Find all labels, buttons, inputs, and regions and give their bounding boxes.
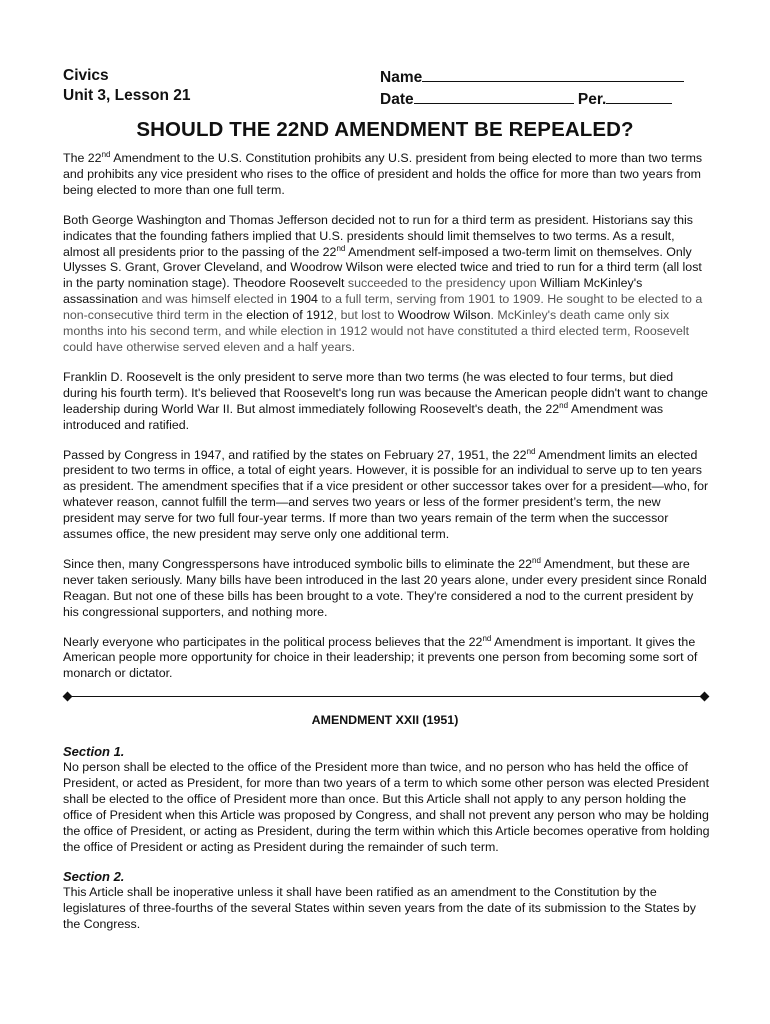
name-blank[interactable] <box>422 66 684 82</box>
divider-line <box>68 696 704 697</box>
diamond-right-icon <box>700 692 710 702</box>
section-1-text: No person shall be elected to the office of the President more than twice, and no person who has held the office of President, or acted as President, for more than two years of a term to which some other person was elected President shall be elected to the office of President more than once. But this Article shall not apply to any person holding the office of President when this Article was proposed by Congress, and shall not prevent any person who may be holding the office of President, or acting as President, during the term within which this Article becomes operative from holding the office of President or acting as President during the remainder of such term. <box>63 760 710 854</box>
page-title: SHOULD THE 22ND AMENDMENT BE REPEALED? <box>136 118 634 141</box>
paragraph-5: Since then, many Congresspersons have introduced symbolic bills to eliminate the 22nd Amendment, but these are never taken seriously. Many bills have been introduced in the last 20 years alone, under every president since Ronald Reagan. But not one of these bills has been brought to a vote. They're considered a nod to the current president by his congressional supporters, and nothing more. <box>63 555 707 619</box>
section-divider <box>63 692 709 702</box>
article-body <box>63 151 711 696</box>
section-2-text: This Article shall be inoperative unless it shall have been ratified as an amendment to the Constitution by the legislatures of three-fourths of the several States within seven years from the date of its submission to the States by the Congress. <box>63 885 696 932</box>
course-info <box>63 66 190 106</box>
period-blank[interactable] <box>606 88 672 104</box>
student-fields <box>380 66 700 110</box>
amendment-title: AMENDMENT XXII (1951) <box>311 713 459 727</box>
name-label: Name <box>380 69 423 86</box>
diamond-left-icon <box>63 692 73 702</box>
paragraph-4: Passed by Congress in 1947, and ratified by the states on February 27, 1951, the 22nd Amendment limits an elected president to two terms in office, a total of eight years. However, it is possible for an individual to serve up to ten years as president. The amendment specifies that if a vice president or other successor takes over for a president—who, for whatever reason, cannot fulfill the term—and serves two years or less of the former president’s term, the new president may serve for two full four-year terms. If more than two years remain of the term when the successor assumes office, the new president may serve only one additional term. <box>63 446 709 542</box>
date-label: Date <box>380 91 414 108</box>
course-label: Civics <box>63 67 109 84</box>
amendment-text <box>63 744 711 947</box>
paragraph-2: Both George Washington and Thomas Jefferson decided not to run for a third term as president. Historians say this indicates that the founding fathers implied that U.S. presidents should limit themselves to two terms. As a result, almost all presidents prior to the passing of the 22nd Amendment self-imposed a two-term limit on themselves. Only Ulysses S. Grant, Grover Cleveland, and Woodrow Wilson were elected twice and tried to run for a third term (all lost in the party nomination stage). Theodore Roosevelt succeeded to the presidency upon William McKinley's assassination and was himself elected in 1904 to a full term, serving from 1901 to 1909. He sought to be elected to a non-consecutive third term in the election of 1912, but lost to Woodrow Wilson. McKinley's death came only six months into his second term, and while election in 1912 would not have constituted a third elected term, Roosevelt could have otherwise served eleven and a half years. <box>63 212 703 354</box>
name-field[interactable] <box>380 66 700 88</box>
paragraph-1: The 22nd Amendment to the U.S. Constitution prohibits any U.S. president from being elected to more than two terms and prohibits any vice president who rises to the office of president and holds the office for more than two years from being elected to more than one full term. <box>63 149 703 197</box>
paragraph-3: Franklin D. Roosevelt is the only president to serve more than two terms (he was elected to four terms, but died during his fourth term). It's believed that Roosevelt's long run was because the American people didn't want to change leadership during World War II. But almost immediately following Roosevelt's death, the 22nd Amendment was introduced and ratified. <box>63 369 708 432</box>
lesson-label: Unit 3, Lesson 21 <box>63 87 191 104</box>
date-period-field <box>380 88 700 110</box>
section-2-heading: Section 2. <box>63 869 125 885</box>
section-1-heading: Section 1. <box>63 744 125 759</box>
paragraph-6: Nearly everyone who participates in the political process believes that the 22nd Amendment is important. It gives the American people more opportunity for choice in their leadership; it prevents one person from becoming some sort of monarch or dictator. <box>63 633 698 681</box>
date-blank[interactable] <box>414 88 574 104</box>
period-label: Per. <box>577 91 607 108</box>
